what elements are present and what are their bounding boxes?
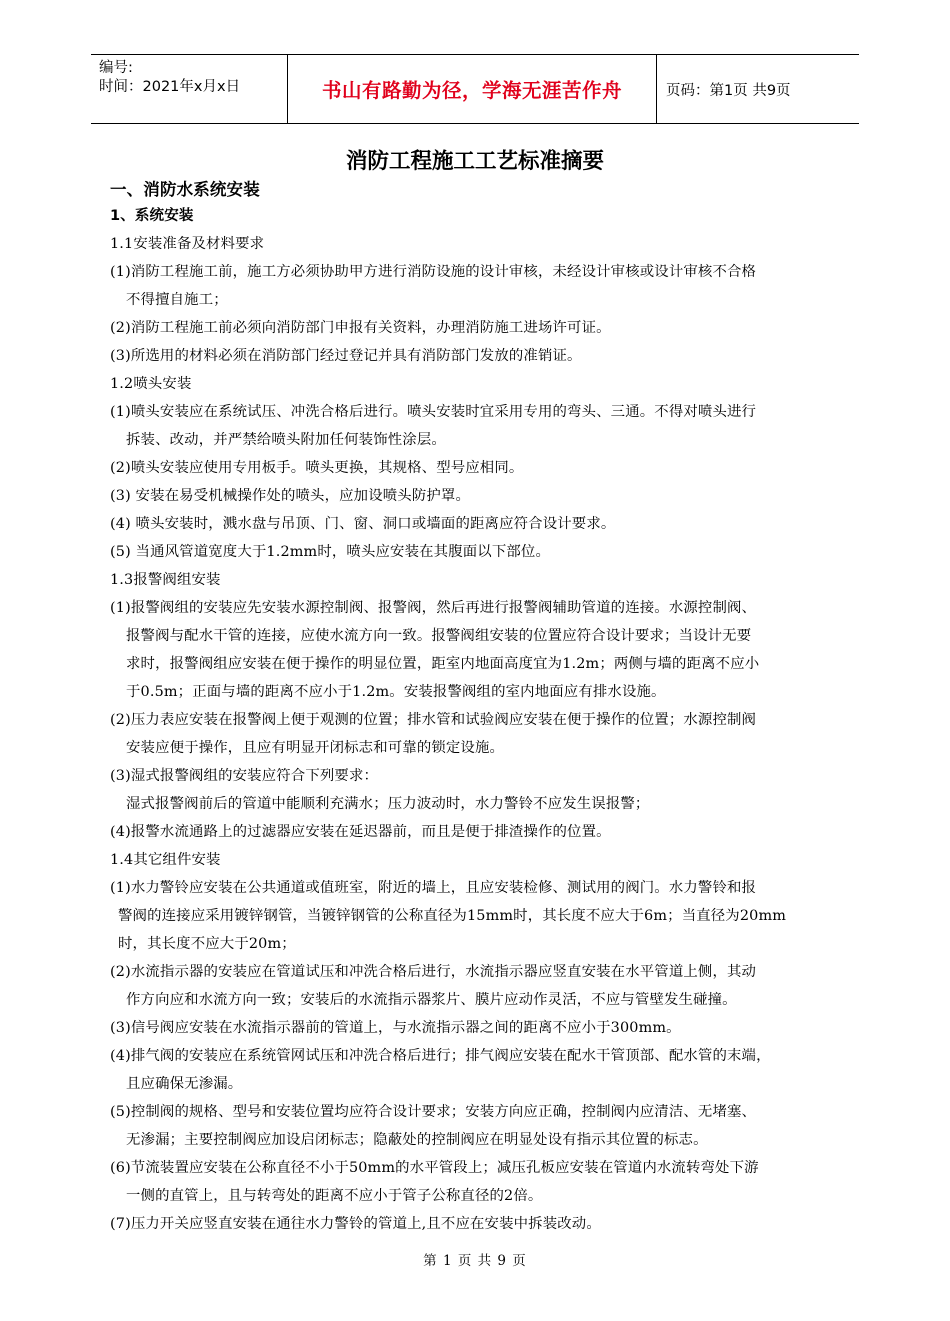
paragraph-line: (6)节流装置应安装在公称直径不小于50mm的水平管段上；减压孔板应安装在管道内水流转弯处下游 (110, 1160, 759, 1176)
paragraph-line: (1)喷头安装应在系统试压、冲洗合格后进行。喷头安装时宜采用专用的弯头、三通。不得对喷头进行 (110, 404, 757, 420)
paragraph-line: 求时，报警阀组应安装在便于操作的明显位置，距室内地面高度宜为1.2m；两侧与墙的距离不应小 (126, 656, 760, 672)
paragraph-line: 无渗漏；主要控制阀应加设启闭标志；隐蔽处的控制阀应在明显处设有指示其位置的标志。 (126, 1132, 708, 1148)
paragraph-line: 1.1安装准备及材料要求 (110, 236, 265, 252)
paragraph-line: (2)消防工程施工前必须向消防部门申报有关资料，办理消防施工进场许可证。 (110, 320, 611, 336)
paragraph-line: (3)所选用的材料必须在消防部门经过登记并具有消防部门发放的准销证。 (110, 348, 582, 364)
header-page-info: 页码：第1页 共9页 (666, 82, 791, 99)
number-label: 编号: (99, 60, 133, 76)
paragraph-line: 不得擅自施工； (126, 292, 228, 308)
header-info (99, 59, 240, 97)
paragraph-line: (3)信号阀应安装在水流指示器前的管道上，与水流指示器之间的距离不应小于300mm。 (110, 1020, 681, 1036)
paragraph-line: (2)水流指示器的安装应在管道试压和冲洗合格后进行，水流指示器应竖直安装在水平管道上侧，其动 (110, 964, 757, 980)
paragraph-line: (5) 当通风管道宽度大于1.2mm时，喷头应安装在其腹面以下部位。 (110, 544, 551, 560)
paragraph-line: 拆装、改动，并严禁给喷头附加任何装饰性涂层。 (126, 432, 446, 448)
page-footer: 第 1 页 共 9 页 (423, 1253, 527, 1269)
paragraph-line: 警阀的连接应采用镀锌钢管，当镀锌钢管的公称直径为15mm时，其长度不应大于6m；当直径为20mm (118, 908, 787, 924)
paragraph-line: (7)压力开关应竖直安装在通往水力警铃的管道上,且不应在安装中拆装改动。 (110, 1216, 601, 1232)
paragraph-line: (1)水力警铃应安装在公共通道或值班室，附近的墙上，且应安装检修、测试用的阀门。水力警铃和报 (110, 880, 757, 896)
paragraph-line: (3) 安装在易受机械操作处的喷头，应加设喷头防护罩。 (110, 488, 470, 504)
page-header (91, 54, 859, 124)
section-heading: 一、消防水系统安装 (110, 180, 260, 199)
paragraph-line: (4) 喷头安装时，溅水盘与吊顶、门、窗、洞口或墙面的距离应符合设计要求。 (110, 516, 616, 532)
header-motto: 书山有路勤为径，学海无涯苦作舟 (287, 55, 657, 123)
paragraph-line: (4)排气阀的安装应在系统管网试压和冲洗合格后进行；排气阀应安装在配水干管顶部、配水管的末端， (110, 1048, 771, 1064)
document-title: 消防工程施工工艺标准摘要 (345, 149, 604, 174)
paragraph-line: (2)压力表应安装在报警阀上便于观测的位置；排水管和试验阀应安装在便于操作的位置；水源控制阀 (110, 712, 757, 728)
paragraph-line: 作方向应和水流方向一致；安装后的水流指示器浆片、膜片应动作灵活，不应与管壁发生碰撞。 (126, 992, 737, 1008)
paragraph-line: (3)湿式报警阀组的安装应符合下列要求： (110, 768, 379, 784)
paragraph-line: (2)喷头安装应使用专用板手。喷头更换，其规格、型号应相同。 (110, 460, 524, 476)
paragraph-line: 一侧的直管上，且与转弯处的距离不应小于管子公称直径的2倍。 (126, 1188, 543, 1204)
paragraph-line: 安装应便于操作，且应有明显开闭标志和可靠的锁定设施。 (126, 740, 505, 756)
paragraph-line: (1)报警阀组的安装应先安装水源控制阀、报警阀，然后再进行报警阀辅助管道的连接。水源控制阀、 (110, 600, 757, 616)
paragraph-line: (4)报警水流通路上的过滤器应安装在延迟器前，而且是便于排渣操作的位置。 (110, 824, 611, 840)
paragraph-line: 1.3报警阀组安装 (110, 572, 221, 588)
paragraph-line: 且应确保无渗漏。 (126, 1076, 243, 1092)
paragraph-line: 时，其长度不应大于20m； (118, 936, 296, 952)
paragraph-line: 于0.5m；正面与墙的距离不应小于1.2m。安装报警阀组的室内地面应有排水设施。 (126, 684, 666, 700)
paragraph-line: 湿式报警阀前后的管道中能顺利充满水；压力波动时，水力警铃不应发生误报警； (126, 796, 650, 812)
time-label: 时间：2021年x月x日 (99, 79, 241, 95)
paragraph-line: (5)控制阀的规格、型号和安装位置均应符合设计要求；安装方向应正确，控制阀内应清洁、无堵塞、 (110, 1104, 757, 1120)
paragraph-line: 1.4其它组件安装 (110, 852, 221, 868)
paragraph-line: (1)消防工程施工前，施工方必须协助甲方进行消防设施的设计审核，未经设计审核或设计审核不合格 (110, 264, 757, 280)
subsection-heading: 1、系统安装 (110, 208, 194, 224)
paragraph-line: 报警阀与配水干管的连接，应使水流方向一致。报警阀组安装的位置应符合设计要求；当设计无要 (126, 628, 752, 644)
paragraph-line: 1.2喷头安装 (110, 376, 192, 392)
